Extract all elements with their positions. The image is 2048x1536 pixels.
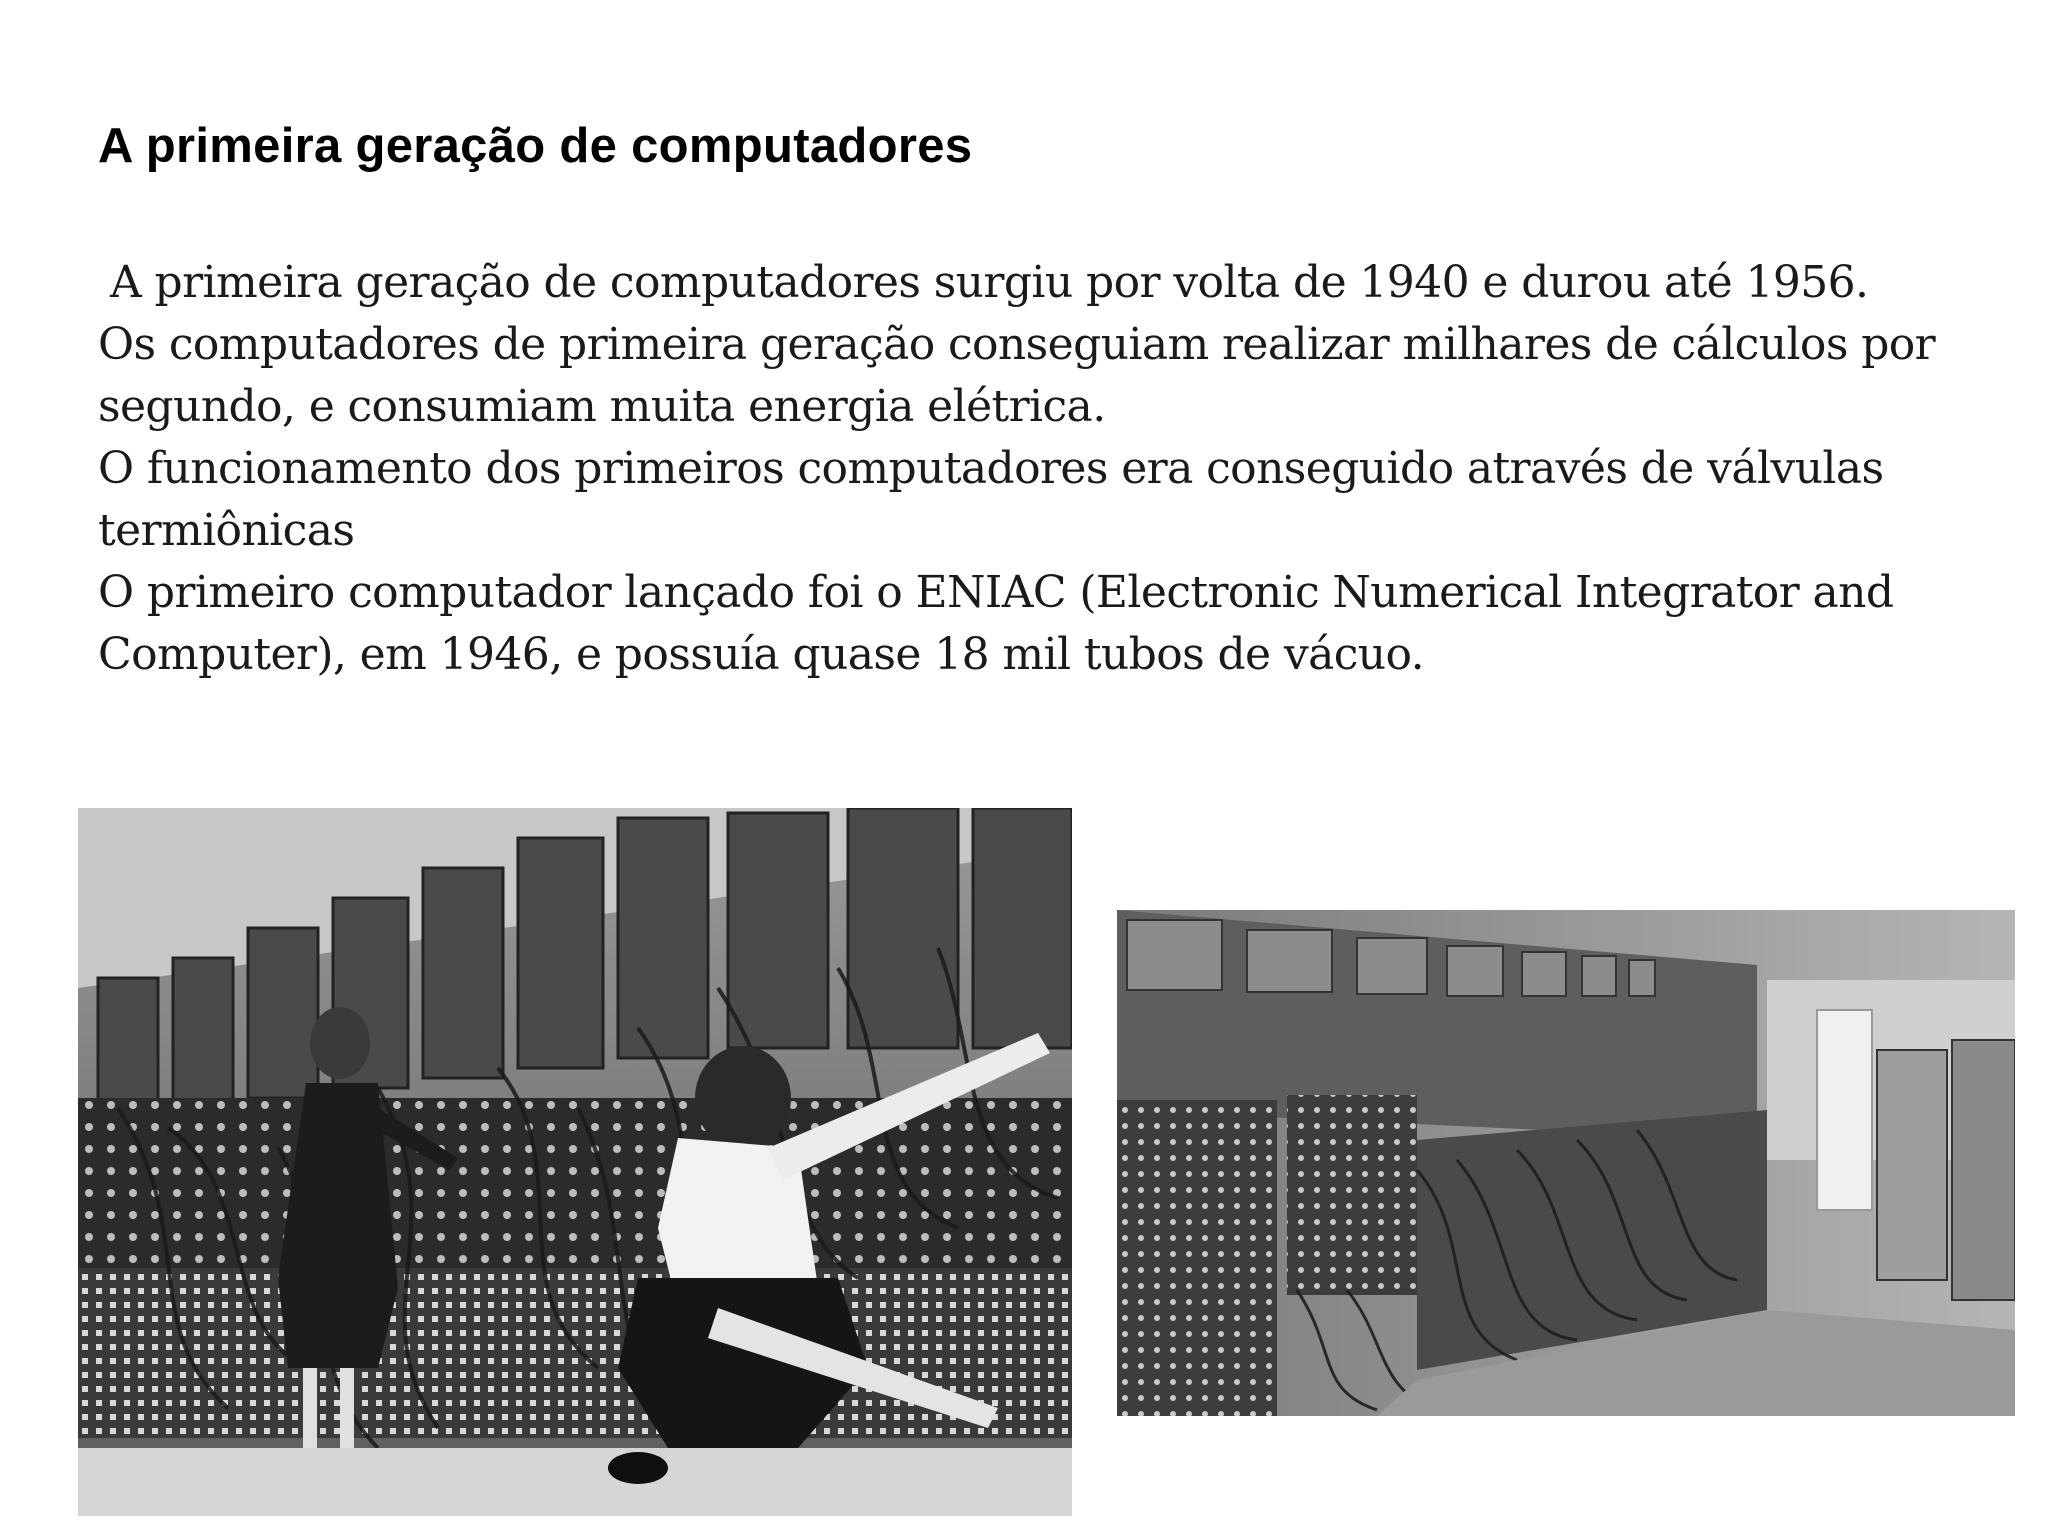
body-line: termiônicas xyxy=(98,505,355,556)
slide-body xyxy=(98,252,1936,686)
body-line: O primeiro computador lançado foi o ENIAC (Electronic Numerical Integrator and xyxy=(98,567,1894,618)
body-line: O funcionamento dos primeiros computadores era conseguido através de válvulas xyxy=(98,443,1884,494)
body-line: A primeira geração de computadores surgiu por volta de 1940 e durou até 1956. xyxy=(110,257,1869,308)
slide-title: A primeira geração de computadores xyxy=(98,119,973,173)
eniac-operators-photo xyxy=(78,808,1072,1516)
eniac-room-photo xyxy=(1117,910,2015,1416)
body-line: Os computadores de primeira geração conseguiam realizar milhares de cálculos por xyxy=(98,319,1936,370)
body-line: segundo, e consumiam muita energia elétrica. xyxy=(98,381,1106,432)
body-line: Computer), em 1946, e possuía quase 18 mil tubos de vácuo. xyxy=(98,629,1425,680)
